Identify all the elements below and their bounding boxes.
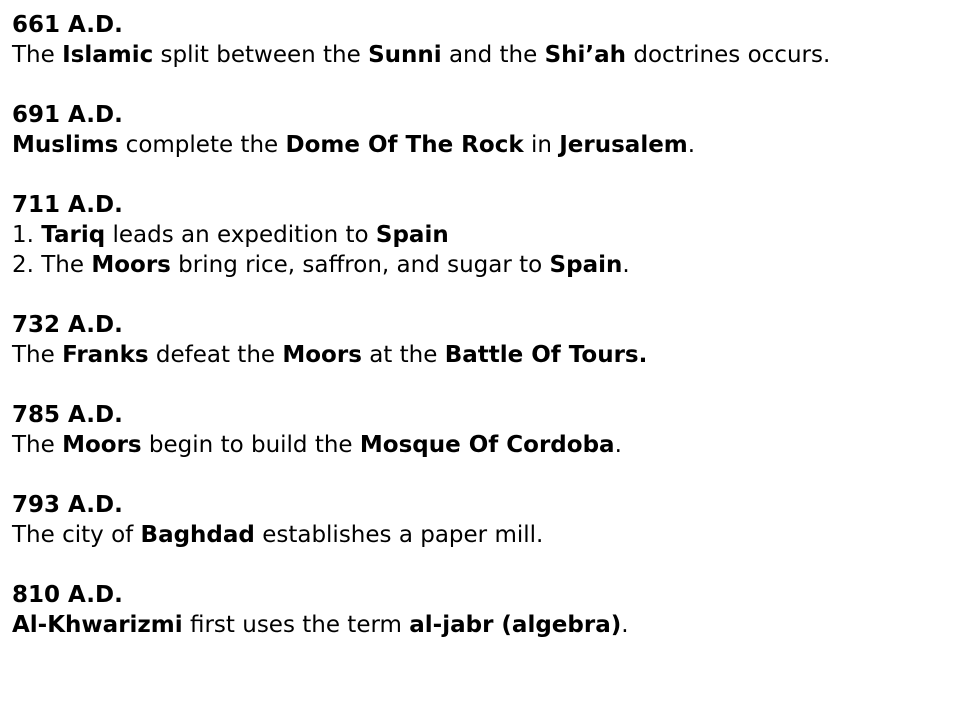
entry-description (12, 220, 948, 250)
timeline-document (12, 10, 948, 670)
entry-year: 711 A.D. (12, 192, 123, 218)
timeline-entry (12, 490, 948, 550)
description-text: The city of (12, 522, 141, 548)
timeline-entry (12, 310, 948, 370)
entry-year: 793 A.D. (12, 492, 123, 518)
description-text: . (621, 612, 629, 638)
description-text: The (12, 342, 63, 368)
timeline-entry (12, 400, 948, 460)
key-term: al-jabr (algebra) (409, 612, 622, 638)
key-term: Dome Of The Rock (285, 132, 524, 158)
key-term: Moors (91, 252, 171, 278)
description-text: The (12, 432, 63, 458)
entry-description (12, 40, 948, 70)
key-term: Muslims (12, 132, 119, 158)
timeline-entry (12, 580, 948, 640)
description-text: split between the (153, 42, 369, 68)
description-text: The (12, 42, 63, 68)
description-text: leads an expedition to (105, 222, 376, 248)
description-text: doctrines occurs. (626, 42, 831, 68)
key-term: Moors (62, 432, 142, 458)
key-term: Battle Of Tours. (444, 342, 648, 368)
key-term: Franks (62, 342, 149, 368)
description-text: begin to build the (141, 432, 360, 458)
entry-description (12, 340, 948, 370)
description-text: 2. The (12, 252, 92, 278)
key-term: Spain (549, 252, 623, 278)
key-term: Tariq (41, 222, 106, 248)
description-text: . (622, 252, 630, 278)
key-term: Baghdad (140, 522, 255, 548)
key-term: Moors (282, 342, 362, 368)
timeline-entry (12, 100, 948, 160)
key-term: Jerusalem (559, 132, 688, 158)
entry-year: 661 A.D. (12, 12, 123, 38)
description-text: defeat the (148, 342, 283, 368)
description-text: establishes a paper mill. (254, 522, 544, 548)
description-text: . (687, 132, 696, 158)
description-text: 1. (12, 222, 42, 248)
entry-year: 732 A.D. (12, 312, 123, 338)
description-text: in (523, 132, 560, 158)
entry-description (12, 250, 948, 280)
timeline-entry (12, 10, 948, 70)
entry-description (12, 520, 948, 550)
entry-description (12, 430, 948, 460)
key-term: Spain (375, 222, 449, 248)
description-text: first uses the term (182, 612, 410, 638)
description-text: complete the (118, 132, 286, 158)
key-term: Islamic (62, 42, 154, 68)
entry-year: 785 A.D. (12, 402, 123, 428)
description-text: . (614, 432, 622, 458)
entry-description (12, 130, 948, 160)
key-term: Al-Khwarizmi (12, 612, 183, 638)
key-term: Sunni (368, 42, 442, 68)
description-text: and the (441, 42, 545, 68)
entry-year: 691 A.D. (12, 102, 123, 128)
key-term: Mosque Of Cordoba (359, 432, 615, 458)
description-text: bring rice, saffron, and sugar to (170, 252, 550, 278)
description-text: at the (361, 342, 445, 368)
entry-year: 810 A.D. (12, 582, 123, 608)
timeline-entry (12, 190, 948, 280)
entry-description (12, 610, 948, 640)
key-term: Shi’ah (544, 42, 627, 68)
